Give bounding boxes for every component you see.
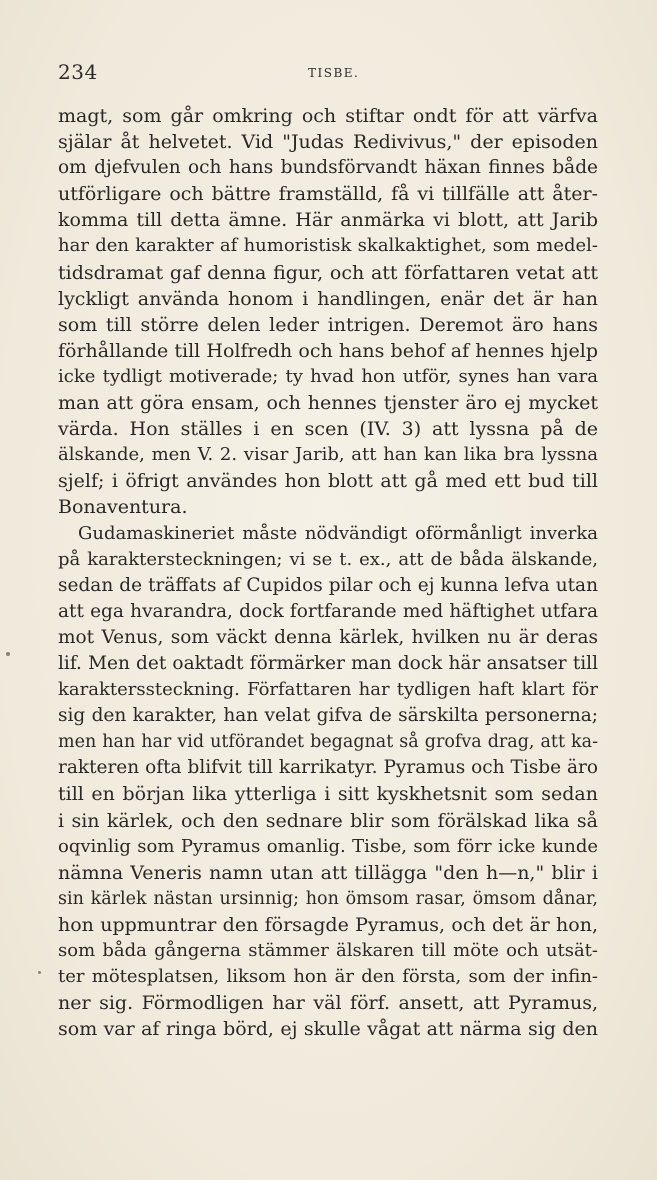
text-line: som var af ringa börd, ej skulle vågat att närma sig den: [58, 1018, 598, 1041]
text-line: ter mötesplatsen, liksom hon är den första, som der infin-: [58, 966, 598, 988]
page-number: 234: [58, 60, 98, 84]
text-line: i sin kärlek, och den sednare blir som förälskad lika så: [58, 809, 598, 832]
paper-speck: [6, 652, 10, 656]
text-line: magt, som går omkring och stiftar ondt för att värfva: [58, 105, 598, 127]
paper-speck: [38, 971, 41, 974]
text-line: karakterssteckning. Författaren har tydligen haft klart för: [58, 679, 598, 701]
text-line: men han har vid utförandet begagnat så grofva drag, att ka-: [58, 732, 598, 753]
text-line: som båda gångerna stämmer älskaren till möte och utsät-: [58, 940, 598, 961]
text-line: älskande, men V. 2. visar Jarib, att han kan lika bra lyssna: [58, 444, 598, 466]
text-line: ner sig. Förmodligen har väl förf. ansett, att Pyramus,: [58, 992, 598, 1015]
text-line: har den karakter af humoristisk skalkaktighet, som medel-: [58, 235, 598, 257]
text-line: värda. Hon ställes i en scen (IV. 3) att lyssna på de: [58, 418, 598, 441]
text-line: Bonaventura.: [58, 496, 188, 519]
text-line: komma till detta ämne. Här anmärka vi blott, att Jarib: [58, 209, 598, 232]
text-line: lyckligt använda honom i handlingen, enär det är han: [58, 287, 598, 310]
text-line: icke tydligt motiverade; ty hvad hon utför, synes han vara: [58, 365, 598, 387]
text-line: själar åt helvetet. Vid "Judas Redivivus," der episoden: [58, 131, 598, 154]
text-line: sjelf; i öfrigt användes hon blott att gå med ett bud till: [58, 470, 598, 493]
text-line: rakteren ofta blifvit till karrikatyr. Pyramus och Tisbe äro: [58, 757, 598, 779]
text-line: att ega hvarandra, dock fortfarande med häftighet utfara: [58, 600, 598, 622]
body-text: [58, 103, 598, 1042]
text-line: på karaktersteckningen; vi se t. ex., att de båda älskande,: [58, 548, 598, 570]
text-line: hon uppmuntrar den försagde Pyramus, och det är hon,: [58, 913, 598, 936]
page-header: [58, 60, 598, 90]
paragraph-start-line: Gudamaskineriet måste nödvändigt oförmånligt inverka: [78, 522, 598, 544]
text-line: sig den karakter, han velat gifva de särskilta personerna;: [58, 705, 598, 727]
text-line: man att göra ensam, och hennes tjenster äro ej mycket: [58, 392, 598, 415]
text-line: till en början lika ytterliga i sitt kyskhetsnit som sedan: [58, 783, 598, 806]
text-line: om djefvulen och hans bundsförvandt häxan finnes både: [58, 157, 598, 179]
text-line: utförligare och bättre framställd, få vi tillfälle att åter-: [58, 183, 598, 206]
text-line: mot Venus, som väckt denna kärlek, hvilken nu är deras: [58, 626, 598, 648]
text-line: sin kärlek nästan ursinnig; hon ömsom rasar, ömsom dånar,: [58, 888, 598, 909]
text-line: som till större delen leder intrigen. Deremot äro hans: [58, 313, 598, 336]
text-line: lif. Men det oaktadt förmärker man dock här ansatser till: [58, 652, 598, 674]
text-line: oqvinlig som Pyramus omanlig. Tisbe, som förr icke kunde: [58, 835, 598, 857]
text-line: tidsdramat gaf denna figur, och att författaren vetat att: [58, 261, 598, 284]
text-line: nämna Veneris namn utan att tillägga "den h—n," blir i: [58, 861, 598, 884]
running-title: TISBE.: [308, 66, 360, 80]
text-line: sedan de träffats af Cupidos pilar och ej kunna lefva utan: [58, 574, 598, 596]
text-line: förhållande till Holfredh och hans behof af hennes hjelp: [58, 339, 598, 362]
